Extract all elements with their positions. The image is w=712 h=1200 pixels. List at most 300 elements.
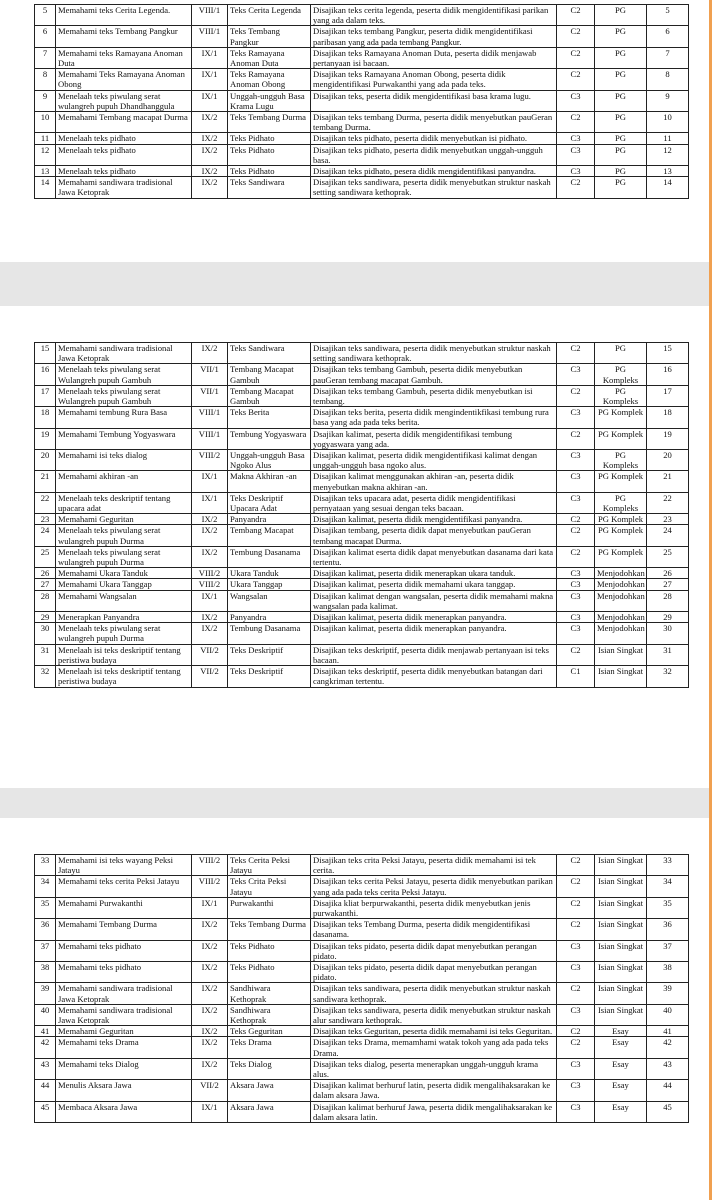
cell-no: 5 bbox=[35, 5, 56, 26]
cell-indikator: Disajikan teks sandiwara, peserta didik menyebutkan struktur naskah setting sandiwara kethoprak. bbox=[311, 343, 557, 364]
table-row bbox=[35, 525, 689, 546]
table-row bbox=[35, 47, 689, 68]
cell-level: C2 bbox=[557, 343, 595, 364]
cell-indikator: Disajikan kalimat, peserta didik mengidentifikasi kalimat dengan unggah-ungguh basa ngoko alus. bbox=[311, 450, 557, 471]
cell-no: 7 bbox=[35, 47, 56, 68]
cell-level: C2 bbox=[557, 855, 595, 876]
cell-indikator: Disajikan kalimat, peserta didik memahami ukara tanggap. bbox=[311, 579, 557, 590]
cell-bentuk-soal: Isian Singkat bbox=[595, 962, 647, 983]
cell-kelas: IX/2 bbox=[192, 525, 228, 546]
cell-no: 24 bbox=[35, 525, 56, 546]
cell-materi: Wangsalan bbox=[228, 590, 311, 611]
cell-kelas: VIII/2 bbox=[192, 568, 228, 579]
table-row bbox=[35, 450, 689, 471]
table-row bbox=[35, 612, 689, 623]
cell-bentuk-soal: PG bbox=[595, 69, 647, 90]
cell-kompetensi: Memahami teks Drama bbox=[56, 1037, 192, 1058]
cell-no: 20 bbox=[35, 450, 56, 471]
cell-level: C2 bbox=[557, 546, 595, 567]
cell-level: C3 bbox=[557, 471, 595, 492]
cell-indikator: Disajikan teks tembang Pangkur, peserta didik mengidentifikasi paribasan yang ada pada tembang Pangkur. bbox=[311, 26, 557, 47]
cell-kelas: VIII/1 bbox=[192, 428, 228, 449]
cell-level: C2 bbox=[557, 525, 595, 546]
cell-level: C2 bbox=[557, 428, 595, 449]
cell-indikator: Disajikan kalimat berhuruf Jawa, peserta didik mengalihaksarakan ke dalam aksara latin. bbox=[311, 1101, 557, 1122]
cell-materi: Teks Ramayana Anoman Obong bbox=[228, 69, 311, 90]
cell-kompetensi: Menelaah teks pidhato bbox=[56, 166, 192, 177]
cell-materi: Ukara Tanggap bbox=[228, 579, 311, 590]
cell-materi: Tembung Yogyaswara bbox=[228, 428, 311, 449]
cell-no-soal: 5 bbox=[647, 5, 689, 26]
cell-materi: Aksara Jawa bbox=[228, 1080, 311, 1101]
table-row bbox=[35, 1004, 689, 1025]
table-row bbox=[35, 514, 689, 525]
kisi-table-3 bbox=[34, 854, 689, 1123]
cell-no: 40 bbox=[35, 1004, 56, 1025]
cell-indikator: Disajikan kalimat, peserta didik menerapkan panyandra. bbox=[311, 623, 557, 644]
cell-level: C1 bbox=[557, 666, 595, 687]
cell-no-soal: 39 bbox=[647, 983, 689, 1004]
cell-kelas: IX/1 bbox=[192, 897, 228, 918]
cell-no: 25 bbox=[35, 546, 56, 567]
page-2 bbox=[0, 306, 712, 788]
table-row bbox=[35, 407, 689, 428]
cell-no-soal: 6 bbox=[647, 26, 689, 47]
cell-no-soal: 26 bbox=[647, 568, 689, 579]
cell-no-soal: 21 bbox=[647, 471, 689, 492]
cell-materi: Teks Dialog bbox=[228, 1058, 311, 1079]
cell-no: 10 bbox=[35, 112, 56, 133]
cell-kelas: IX/1 bbox=[192, 590, 228, 611]
cell-no: 16 bbox=[35, 364, 56, 385]
table-row bbox=[35, 166, 689, 177]
cell-no: 33 bbox=[35, 855, 56, 876]
cell-kelas: IX/2 bbox=[192, 1037, 228, 1058]
cell-kompetensi: Memahami teks cerita Peksi Jatayu bbox=[56, 876, 192, 897]
table-row bbox=[35, 385, 689, 406]
cell-kompetensi: Memahami teks Tembang Pangkur bbox=[56, 26, 192, 47]
cell-level: C2 bbox=[557, 644, 595, 665]
table-row bbox=[35, 1101, 689, 1122]
cell-no: 45 bbox=[35, 1101, 56, 1122]
table-row bbox=[35, 919, 689, 940]
cell-indikator: Disajikan teks sandiwara, peserta didik menyebutkan struktur naskah sandiwara kethoprak. bbox=[311, 983, 557, 1004]
cell-materi: Teks Deskriptif Upacara Adat bbox=[228, 492, 311, 513]
cell-kompetensi: Menerapkan Panyandra bbox=[56, 612, 192, 623]
cell-bentuk-soal: PG Kompleks bbox=[595, 385, 647, 406]
cell-no: 42 bbox=[35, 1037, 56, 1058]
cell-no-soal: 36 bbox=[647, 919, 689, 940]
cell-no-soal: 37 bbox=[647, 940, 689, 961]
cell-kelas: VIII/2 bbox=[192, 876, 228, 897]
table-row bbox=[35, 590, 689, 611]
cell-materi: Teks Sandiwara bbox=[228, 343, 311, 364]
cell-no-soal: 30 bbox=[647, 623, 689, 644]
cell-materi: Teks Pidhato bbox=[228, 962, 311, 983]
cell-kelas: VIII/1 bbox=[192, 5, 228, 26]
cell-level: C3 bbox=[557, 133, 595, 144]
cell-materi: Teks Pidhato bbox=[228, 133, 311, 144]
cell-no-soal: 45 bbox=[647, 1101, 689, 1122]
cell-no-soal: 43 bbox=[647, 1058, 689, 1079]
cell-kompetensi: Memahami teks Dialog bbox=[56, 1058, 192, 1079]
cell-kompetensi: Menelaah isi teks deskriptif tentang peristiwa budaya bbox=[56, 644, 192, 665]
cell-no-soal: 38 bbox=[647, 962, 689, 983]
cell-no-soal: 7 bbox=[647, 47, 689, 68]
cell-bentuk-soal: PG bbox=[595, 26, 647, 47]
cell-level: C3 bbox=[557, 90, 595, 111]
cell-bentuk-soal: PG Kompleks bbox=[595, 450, 647, 471]
cell-bentuk-soal: Isian Singkat bbox=[595, 855, 647, 876]
cell-kompetensi: Menelaah isi teks deskriptif tentang peristiwa budaya bbox=[56, 666, 192, 687]
kisi-table-1 bbox=[34, 4, 689, 199]
cell-materi: Teks Pidhato bbox=[228, 144, 311, 165]
cell-level: C3 bbox=[557, 612, 595, 623]
cell-kompetensi: Memahami sandiwara tradisional Jawa Ketoprak bbox=[56, 177, 192, 198]
cell-indikator: Disajikan teks sandiwara, peserta didik menyebutkan struktur naskah setting sandiwara kethoprak. bbox=[311, 177, 557, 198]
cell-materi: Panyandra bbox=[228, 612, 311, 623]
cell-indikator: Disajika kliat berpurwakanthi, peserta didik menyebutkan jenis purwakanthi. bbox=[311, 897, 557, 918]
cell-kompetensi: Memahami sandiwara tradisional Jawa Ketoprak bbox=[56, 1004, 192, 1025]
cell-indikator: Disajikan teks Drama, memamhami watak tokoh yang ada pada teks Drama. bbox=[311, 1037, 557, 1058]
cell-kompetensi: Memahami teks Ramayana Anoman Duta bbox=[56, 47, 192, 68]
cell-indikator: Disajikan teks deskriptif, peserta didik menjawab pertanyaan isi teks bacaan. bbox=[311, 644, 557, 665]
cell-materi: Tembang Macapat Gambuh bbox=[228, 364, 311, 385]
cell-no-soal: 14 bbox=[647, 177, 689, 198]
cell-indikator: Disajikan kalimat, peserta didik menerapkan ukara tanduk. bbox=[311, 568, 557, 579]
cell-no-soal: 23 bbox=[647, 514, 689, 525]
cell-indikator: Disajikan teks upacara adat, peserta didik mengidentifikasi pernyataan yang sesuai dengan teks bacaan. bbox=[311, 492, 557, 513]
table-row bbox=[35, 940, 689, 961]
cell-indikator: Disajikan teks, peserta didik mengidentifikasi basa krama lugu. bbox=[311, 90, 557, 111]
table-row bbox=[35, 623, 689, 644]
cell-kelas: IX/2 bbox=[192, 940, 228, 961]
cell-materi: Teks Tembang Durma bbox=[228, 112, 311, 133]
cell-no: 14 bbox=[35, 177, 56, 198]
cell-no-soal: 42 bbox=[647, 1037, 689, 1058]
cell-no-soal: 9 bbox=[647, 90, 689, 111]
cell-kompetensi: Memahami Tembung Yogyaswara bbox=[56, 428, 192, 449]
cell-kompetensi: Memahami Geguritan bbox=[56, 1026, 192, 1037]
cell-kelas: IX/2 bbox=[192, 962, 228, 983]
cell-level: C3 bbox=[557, 166, 595, 177]
cell-level: C2 bbox=[557, 1037, 595, 1058]
cell-kompetensi: Memahami sandiwara tradisional Jawa Ketoprak bbox=[56, 343, 192, 364]
cell-no: 19 bbox=[35, 428, 56, 449]
cell-level: C3 bbox=[557, 364, 595, 385]
cell-kelas: VII/1 bbox=[192, 364, 228, 385]
cell-no-soal: 22 bbox=[647, 492, 689, 513]
cell-bentuk-soal: PG Komplek bbox=[595, 546, 647, 567]
cell-kelas: VIII/1 bbox=[192, 26, 228, 47]
cell-kelas: VII/2 bbox=[192, 644, 228, 665]
cell-indikator: Disajikan teks tembang Durma, peserta didik menyebutkan pauGeran tembang Durma. bbox=[311, 112, 557, 133]
cell-level: C2 bbox=[557, 47, 595, 68]
table-row bbox=[35, 90, 689, 111]
cell-level: C2 bbox=[557, 5, 595, 26]
cell-level: C2 bbox=[557, 26, 595, 47]
cell-kelas: IX/2 bbox=[192, 343, 228, 364]
cell-level: C2 bbox=[557, 385, 595, 406]
cell-kompetensi: Memahami Teks Ramayana Anoman Obong bbox=[56, 69, 192, 90]
cell-indikator: Disajikan teks Ramayana Anoman Duta, peserta didik menjawab pertanyaan isi bacaan. bbox=[311, 47, 557, 68]
cell-no: 12 bbox=[35, 144, 56, 165]
table-row bbox=[35, 876, 689, 897]
table-row bbox=[35, 5, 689, 26]
cell-no-soal: 34 bbox=[647, 876, 689, 897]
cell-kompetensi: Menelaah teks pidhato bbox=[56, 133, 192, 144]
cell-materi: Tembang Macapat bbox=[228, 525, 311, 546]
cell-materi: Teks Pidhato bbox=[228, 166, 311, 177]
cell-bentuk-soal: PG bbox=[595, 343, 647, 364]
cell-kompetensi: Memahami tembung Rura Basa bbox=[56, 407, 192, 428]
cell-level: C3 bbox=[557, 962, 595, 983]
table-row bbox=[35, 1058, 689, 1079]
cell-no-soal: 13 bbox=[647, 166, 689, 177]
cell-bentuk-soal: PG Kompleks bbox=[595, 492, 647, 513]
table-row bbox=[35, 144, 689, 165]
cell-no-soal: 40 bbox=[647, 1004, 689, 1025]
cell-indikator: Disajikan teks cerita legenda, peserta didik mengidentifikasi parikan yang ada dalam teks. bbox=[311, 5, 557, 26]
cell-no-soal: 16 bbox=[647, 364, 689, 385]
cell-kompetensi: Menelaah teks deskriptif tentang upacara adat bbox=[56, 492, 192, 513]
cell-level: C3 bbox=[557, 1004, 595, 1025]
cell-kompetensi: Memahami Ukara Tanduk bbox=[56, 568, 192, 579]
page-1 bbox=[0, 0, 712, 262]
cell-bentuk-soal: PG Komplek bbox=[595, 525, 647, 546]
cell-no: 32 bbox=[35, 666, 56, 687]
cell-no: 37 bbox=[35, 940, 56, 961]
cell-bentuk-soal: Isian Singkat bbox=[595, 983, 647, 1004]
cell-indikator: Disajikan teks pidhato, pesera didik mengidentifikasi panyandra. bbox=[311, 166, 557, 177]
cell-materi: Teks Tembang Durma bbox=[228, 919, 311, 940]
page-3 bbox=[0, 818, 712, 1200]
cell-bentuk-soal: Esay bbox=[595, 1026, 647, 1037]
table-row bbox=[35, 1080, 689, 1101]
cell-indikator: Disajikan teks pidato, peserta didik dapat menyebutkan perangan pidato. bbox=[311, 940, 557, 961]
cell-materi: Teks Deskriptif bbox=[228, 666, 311, 687]
cell-indikator: Disajikan kalimat, peserta didik mengidentifikasi panyandra. bbox=[311, 514, 557, 525]
cell-level: C2 bbox=[557, 177, 595, 198]
cell-kelas: IX/1 bbox=[192, 69, 228, 90]
cell-materi: Purwakanthi bbox=[228, 897, 311, 918]
cell-indikator: Disajikan teks crita Peksi Jatayu, peserta didik memahami isi tek cerita. bbox=[311, 855, 557, 876]
cell-level: C2 bbox=[557, 897, 595, 918]
cell-indikator: Disajikan kalimat eserta didik dapat menyebutkan dasanama dari kata tertentu. bbox=[311, 546, 557, 567]
cell-kelas: VIII/2 bbox=[192, 579, 228, 590]
cell-no: 22 bbox=[35, 492, 56, 513]
cell-kelas: IX/2 bbox=[192, 623, 228, 644]
cell-bentuk-soal: Isian Singkat bbox=[595, 666, 647, 687]
cell-materi: Teks Ramayana Anoman Duta bbox=[228, 47, 311, 68]
cell-materi: Sandhiwara Kethoprak bbox=[228, 1004, 311, 1025]
cell-kompetensi: Menelaah teks piwulang serat wulangreh pupuh Durma bbox=[56, 525, 192, 546]
cell-indikator: Disajikan teks tembang Gambuh, peserta didik menyebutkan isi tembang. bbox=[311, 385, 557, 406]
cell-no-soal: 12 bbox=[647, 144, 689, 165]
cell-no: 13 bbox=[35, 166, 56, 177]
cell-kompetensi: Menelaah teks piwulang serat Wulangreh pupuh Gambuh bbox=[56, 385, 192, 406]
cell-no: 44 bbox=[35, 1080, 56, 1101]
cell-kelas: IX/1 bbox=[192, 492, 228, 513]
cell-kelas: VIII/2 bbox=[192, 450, 228, 471]
cell-no: 21 bbox=[35, 471, 56, 492]
cell-no-soal: 35 bbox=[647, 897, 689, 918]
cell-kompetensi: Memahami Wangsalan bbox=[56, 590, 192, 611]
table-row bbox=[35, 133, 689, 144]
cell-kompetensi: Memahami Purwakanthi bbox=[56, 897, 192, 918]
cell-kelas: VIII/2 bbox=[192, 855, 228, 876]
cell-indikator: Disajikan kalimat, peserta didik menerapkan panyandra. bbox=[311, 612, 557, 623]
table-row bbox=[35, 364, 689, 385]
cell-kelas: IX/2 bbox=[192, 177, 228, 198]
table-row bbox=[35, 568, 689, 579]
cell-level: C3 bbox=[557, 1058, 595, 1079]
cell-no-soal: 33 bbox=[647, 855, 689, 876]
cell-kelas: IX/2 bbox=[192, 133, 228, 144]
cell-no: 36 bbox=[35, 919, 56, 940]
cell-materi: Unggah-ungguh Basa Krama Lugu bbox=[228, 90, 311, 111]
table-row bbox=[35, 983, 689, 1004]
cell-kompetensi: Memahami Geguritan bbox=[56, 514, 192, 525]
cell-bentuk-soal: PG Komplek bbox=[595, 514, 647, 525]
cell-bentuk-soal: PG Komplek bbox=[595, 428, 647, 449]
cell-level: C2 bbox=[557, 69, 595, 90]
cell-no: 38 bbox=[35, 962, 56, 983]
cell-kompetensi: Menelaah teks piwulang serat wulangreh pupuh Durma bbox=[56, 546, 192, 567]
cell-indikator: Disajikan teks pidhato, peserta didik menyebutkan unggah-ungguh basa. bbox=[311, 144, 557, 165]
cell-bentuk-soal: PG Kompleks bbox=[595, 364, 647, 385]
cell-level: C3 bbox=[557, 1101, 595, 1122]
cell-indikator: Disajikan teks Ramayana Anoman Obong, peserta didik mengidentifikasi Purwakanthi yang ada pada teks. bbox=[311, 69, 557, 90]
cell-level: C3 bbox=[557, 450, 595, 471]
table-row bbox=[35, 1037, 689, 1058]
cell-kompetensi: Memahami akhiran -an bbox=[56, 471, 192, 492]
cell-no: 17 bbox=[35, 385, 56, 406]
cell-kelas: IX/1 bbox=[192, 1101, 228, 1122]
cell-materi: Makna Akhiran -an bbox=[228, 471, 311, 492]
cell-no-soal: 24 bbox=[647, 525, 689, 546]
cell-level: C2 bbox=[557, 876, 595, 897]
cell-bentuk-soal: Isian Singkat bbox=[595, 919, 647, 940]
cell-kelas: VIII/1 bbox=[192, 407, 228, 428]
cell-level: C3 bbox=[557, 407, 595, 428]
cell-kompetensi: Memahami isi teks wayang Peksi Jatayu bbox=[56, 855, 192, 876]
cell-no: 29 bbox=[35, 612, 56, 623]
cell-kelas: IX/2 bbox=[192, 1026, 228, 1037]
table-row bbox=[35, 579, 689, 590]
cell-level: C3 bbox=[557, 492, 595, 513]
cell-kompetensi: Memahami teks pidhato bbox=[56, 940, 192, 961]
cell-no: 26 bbox=[35, 568, 56, 579]
cell-bentuk-soal: PG bbox=[595, 5, 647, 26]
cell-bentuk-soal: Menjodohkan bbox=[595, 579, 647, 590]
cell-no-soal: 11 bbox=[647, 133, 689, 144]
cell-kelas: IX/2 bbox=[192, 612, 228, 623]
cell-no: 30 bbox=[35, 623, 56, 644]
cell-bentuk-soal: PG bbox=[595, 166, 647, 177]
cell-no: 31 bbox=[35, 644, 56, 665]
cell-indikator: Disajikan teks deskriptif, peserta didik menyebutkan batangan dari cangkriman tertentu. bbox=[311, 666, 557, 687]
cell-materi: Teks Pidhato bbox=[228, 940, 311, 961]
cell-indikator: Disajikan teks pidhato, peserta didik menyebutkan isi pidhato. bbox=[311, 133, 557, 144]
cell-kelas: IX/2 bbox=[192, 983, 228, 1004]
cell-materi: Tembang Macapat Gambuh bbox=[228, 385, 311, 406]
cell-no-soal: 15 bbox=[647, 343, 689, 364]
cell-kompetensi: Memahami teks pidhato bbox=[56, 962, 192, 983]
cell-indikator: Disajikan teks dialog, peserta menerapkan unggah-ungguh krama alus. bbox=[311, 1058, 557, 1079]
table-row bbox=[35, 343, 689, 364]
cell-no-soal: 31 bbox=[647, 644, 689, 665]
table-row bbox=[35, 69, 689, 90]
cell-materi: Teks Drama bbox=[228, 1037, 311, 1058]
cell-no-soal: 27 bbox=[647, 579, 689, 590]
cell-materi: Teks Sandiwara bbox=[228, 177, 311, 198]
table-row bbox=[35, 177, 689, 198]
cell-kompetensi: Menulis Aksara Jawa bbox=[56, 1080, 192, 1101]
cell-kelas: VII/2 bbox=[192, 666, 228, 687]
cell-no-soal: 18 bbox=[647, 407, 689, 428]
cell-kompetensi: Menelaah teks piwulang serat wulangreh pupuh Durma bbox=[56, 623, 192, 644]
cell-kelas: IX/2 bbox=[192, 112, 228, 133]
cell-kelas: IX/1 bbox=[192, 471, 228, 492]
cell-no-soal: 25 bbox=[647, 546, 689, 567]
cell-no: 23 bbox=[35, 514, 56, 525]
cell-kelas: IX/2 bbox=[192, 919, 228, 940]
cell-no: 6 bbox=[35, 26, 56, 47]
cell-kelas: IX/2 bbox=[192, 1058, 228, 1079]
kisi-table-2 bbox=[34, 342, 689, 688]
table-row bbox=[35, 471, 689, 492]
cell-indikator: Disajikan teks cerita Peksi Jatayu, peserta didik menyebutkan parikan yang ada pada teks cerita Peksi Jatayu. bbox=[311, 876, 557, 897]
cell-bentuk-soal: PG Komplek bbox=[595, 407, 647, 428]
cell-bentuk-soal: Esay bbox=[595, 1058, 647, 1079]
cell-no-soal: 41 bbox=[647, 1026, 689, 1037]
cell-level: C2 bbox=[557, 1026, 595, 1037]
table-row bbox=[35, 492, 689, 513]
cell-materi: Unggah-ungguh Basa Ngoko Alus bbox=[228, 450, 311, 471]
cell-no: 34 bbox=[35, 876, 56, 897]
cell-no-soal: 10 bbox=[647, 112, 689, 133]
table-row bbox=[35, 1026, 689, 1037]
cell-kompetensi: Memahami Tembang Durma bbox=[56, 919, 192, 940]
cell-indikator: Disajikan kalimat berhuruf latin, peserta didik mengalihaksarakan ke dalam aksara Jawa. bbox=[311, 1080, 557, 1101]
cell-kelas: IX/2 bbox=[192, 1004, 228, 1025]
cell-indikator: Disajikan kalimat menggunakan akhiran -an, peserta didik menyebutkan makna akhiran -an. bbox=[311, 471, 557, 492]
cell-level: C2 bbox=[557, 919, 595, 940]
cell-no-soal: 20 bbox=[647, 450, 689, 471]
cell-kelas: IX/1 bbox=[192, 90, 228, 111]
cell-no: 27 bbox=[35, 579, 56, 590]
cell-indikator: Disajikan tembang, peserta didik dapat menyebutkan pauGeran tembang macapat Durma. bbox=[311, 525, 557, 546]
cell-kompetensi: Menelaah teks piwulang serat Wulangreh pupuh Gambuh bbox=[56, 364, 192, 385]
cell-no-soal: 29 bbox=[647, 612, 689, 623]
cell-bentuk-soal: Menjodohkan bbox=[595, 623, 647, 644]
cell-bentuk-soal: Menjodohkan bbox=[595, 590, 647, 611]
cell-no: 15 bbox=[35, 343, 56, 364]
table-row bbox=[35, 666, 689, 687]
cell-bentuk-soal: Isian Singkat bbox=[595, 876, 647, 897]
cell-kompetensi: Memahami teks Cerita Legenda. bbox=[56, 5, 192, 26]
cell-kelas: IX/2 bbox=[192, 546, 228, 567]
cell-kelas: IX/2 bbox=[192, 514, 228, 525]
cell-materi: Tembung Dasanama bbox=[228, 546, 311, 567]
cell-no: 28 bbox=[35, 590, 56, 611]
cell-no: 41 bbox=[35, 1026, 56, 1037]
cell-indikator: Disajikan kalimat dengan wangsalan, peserta didik memahami makna wangsalan pada kalimat. bbox=[311, 590, 557, 611]
cell-no: 8 bbox=[35, 69, 56, 90]
cell-no: 35 bbox=[35, 897, 56, 918]
cell-bentuk-soal: PG Komplek bbox=[595, 471, 647, 492]
